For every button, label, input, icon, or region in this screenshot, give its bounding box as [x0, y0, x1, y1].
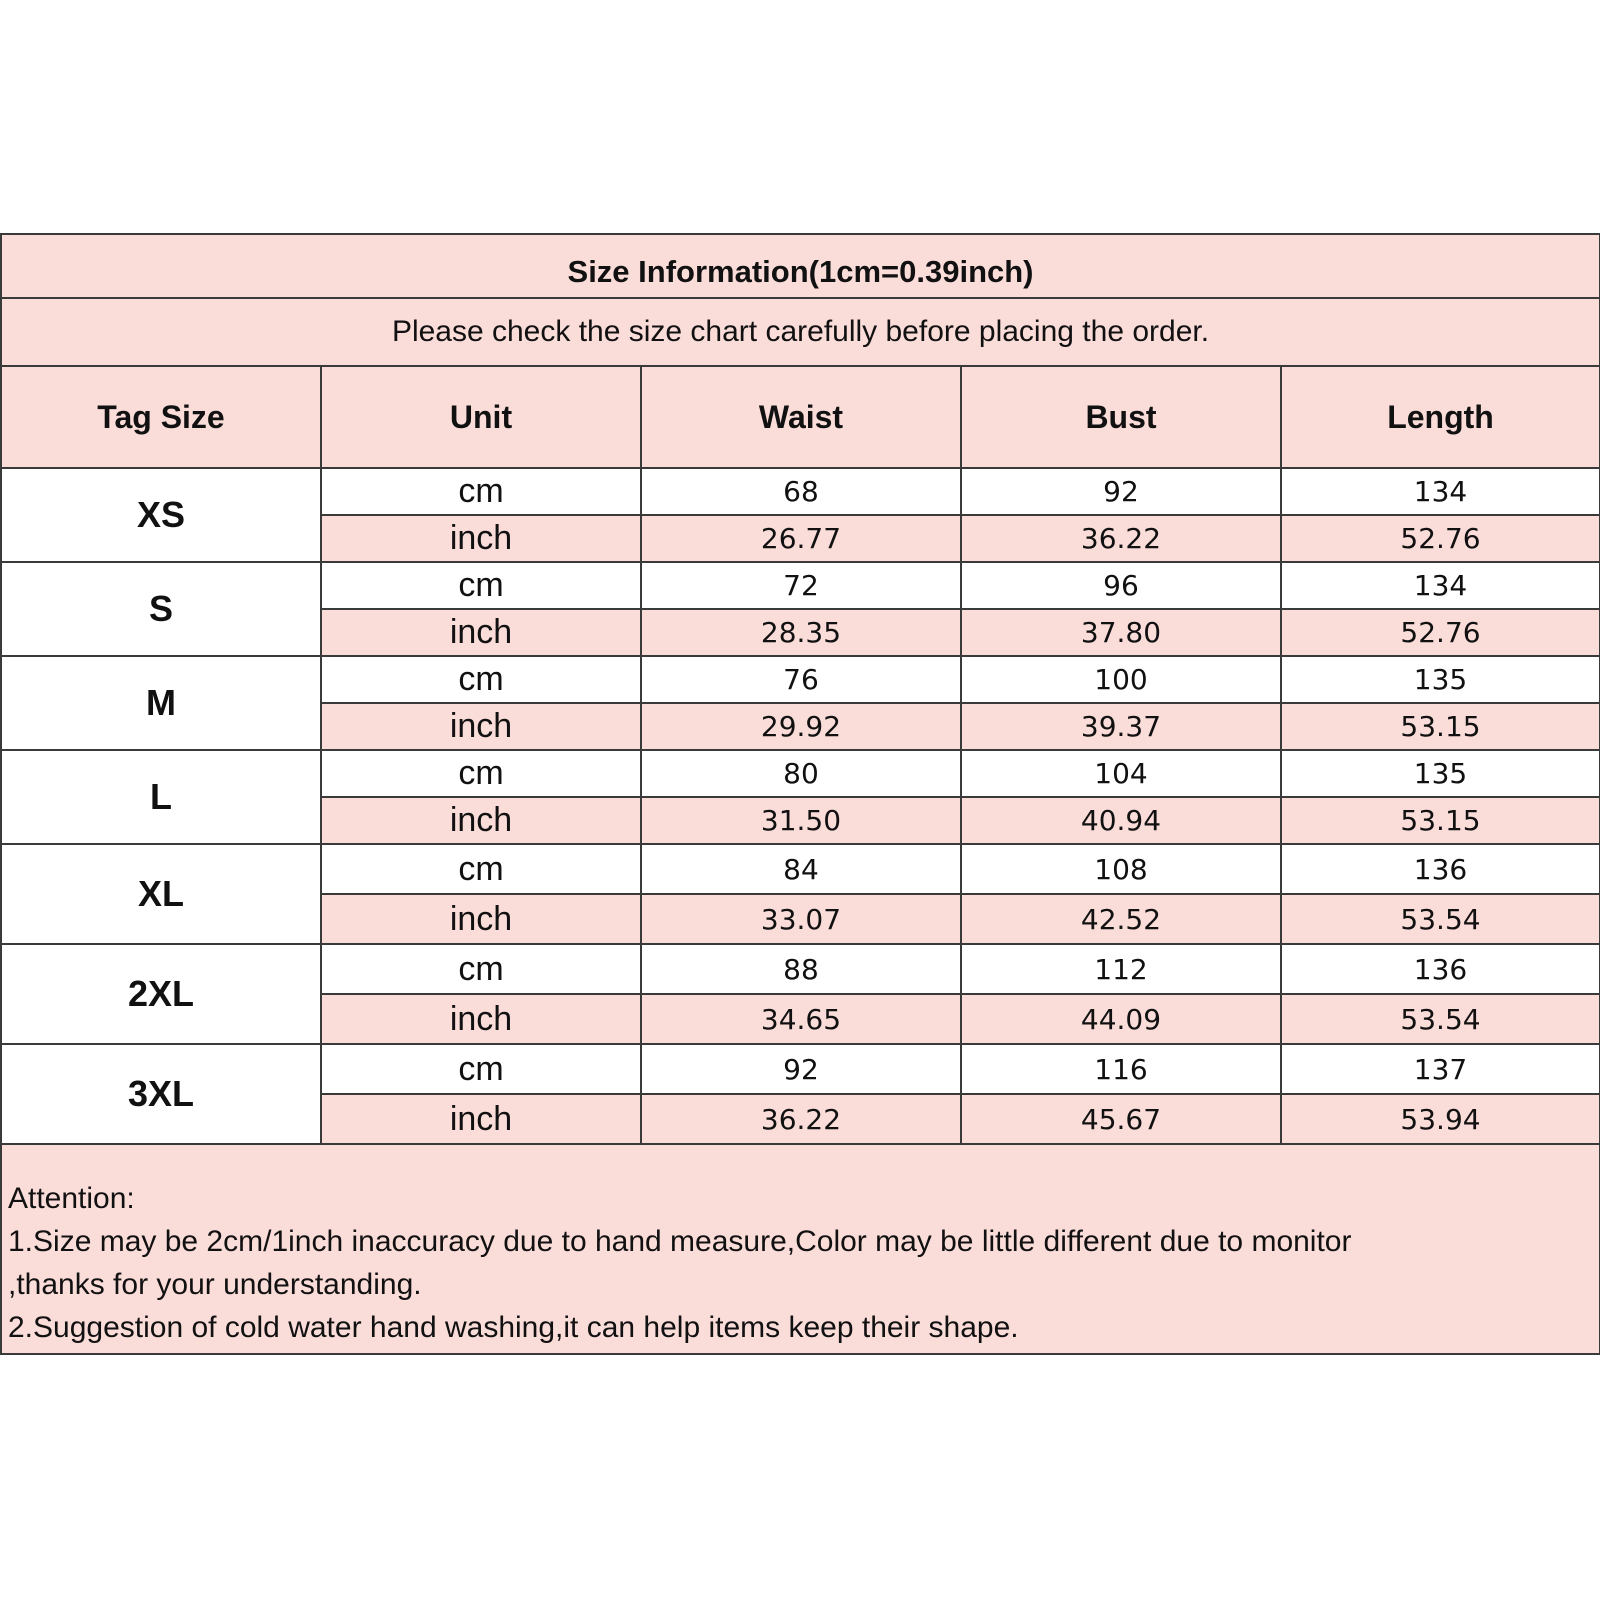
bust-value: 116 [961, 1044, 1281, 1094]
waist-value: 28.35 [641, 609, 961, 656]
waist-value: 92 [641, 1044, 961, 1094]
bust-value: 104 [961, 750, 1281, 797]
unit-cell: cm [321, 1044, 641, 1094]
length-value: 53.94 [1281, 1094, 1600, 1144]
length-value: 136 [1281, 844, 1600, 894]
note-line-1: 1.Size may be 2cm/1inch inaccuracy due to hand measure,Color may be little different due to monitor [8, 1225, 1352, 1258]
bust-value: 44.09 [961, 994, 1281, 1044]
tag-size-cell: 3XL [1, 1044, 321, 1144]
bust-value: 112 [961, 944, 1281, 994]
chart-title: Size Information(1cm=0.39inch) [1, 234, 1600, 298]
table-row [1, 562, 1600, 609]
bust-value: 45.67 [961, 1094, 1281, 1144]
waist-value: 33.07 [641, 894, 961, 944]
unit-cell: cm [321, 468, 641, 515]
waist-value: 76 [641, 656, 961, 703]
waist-value: 72 [641, 562, 961, 609]
unit-cell: inch [321, 797, 641, 844]
bust-value: 39.37 [961, 703, 1281, 750]
length-value: 136 [1281, 944, 1600, 994]
length-value: 134 [1281, 468, 1600, 515]
length-value: 53.54 [1281, 994, 1600, 1044]
note-line-3: 2.Suggestion of cold water hand washing,it can help items keep their shape. [8, 1311, 1019, 1344]
bust-value: 37.80 [961, 609, 1281, 656]
chart-subtitle: Please check the size chart carefully before placing the order. [1, 298, 1600, 366]
bust-value: 96 [961, 562, 1281, 609]
length-value: 53.15 [1281, 703, 1600, 750]
bust-value: 40.94 [961, 797, 1281, 844]
unit-cell: cm [321, 750, 641, 797]
header-bust: Bust [961, 366, 1281, 468]
tag-size-cell: XS [1, 468, 321, 562]
length-value: 137 [1281, 1044, 1600, 1094]
waist-value: 80 [641, 750, 961, 797]
size-table [0, 233, 1600, 1355]
length-value: 53.15 [1281, 797, 1600, 844]
unit-cell: inch [321, 609, 641, 656]
table-row [1, 944, 1600, 994]
tag-size-cell: XL [1, 844, 321, 944]
waist-value: 29.92 [641, 703, 961, 750]
length-value: 134 [1281, 562, 1600, 609]
size-chart [0, 233, 1599, 1355]
notes-heading: Attention: [8, 1182, 135, 1215]
waist-value: 36.22 [641, 1094, 961, 1144]
waist-value: 84 [641, 844, 961, 894]
waist-value: 88 [641, 944, 961, 994]
unit-cell: inch [321, 894, 641, 944]
header-unit: Unit [321, 366, 641, 468]
bust-value: 42.52 [961, 894, 1281, 944]
bust-value: 100 [961, 656, 1281, 703]
tag-size-cell: 2XL [1, 944, 321, 1044]
length-value: 53.54 [1281, 894, 1600, 944]
note-line-2: ,thanks for your understanding. [8, 1268, 422, 1301]
unit-cell: inch [321, 703, 641, 750]
table-row [1, 1044, 1600, 1094]
unit-cell: cm [321, 656, 641, 703]
table-row [1, 844, 1600, 894]
tag-size-cell: M [1, 656, 321, 750]
unit-cell: cm [321, 844, 641, 894]
tag-size-cell: S [1, 562, 321, 656]
length-value: 52.76 [1281, 515, 1600, 562]
attention-notes [1, 1144, 1600, 1354]
length-value: 52.76 [1281, 609, 1600, 656]
bust-value: 108 [961, 844, 1281, 894]
unit-cell: inch [321, 994, 641, 1044]
unit-cell: inch [321, 515, 641, 562]
header-row [1, 366, 1600, 468]
table-row [1, 750, 1600, 797]
unit-cell: cm [321, 562, 641, 609]
table-row [1, 656, 1600, 703]
unit-cell: inch [321, 1094, 641, 1144]
waist-value: 68 [641, 468, 961, 515]
bust-value: 92 [961, 468, 1281, 515]
header-waist: Waist [641, 366, 961, 468]
header-tag-size: Tag Size [1, 366, 321, 468]
tag-size-cell: L [1, 750, 321, 844]
table-row [1, 468, 1600, 515]
header-length: Length [1281, 366, 1600, 468]
length-value: 135 [1281, 750, 1600, 797]
waist-value: 26.77 [641, 515, 961, 562]
unit-cell: cm [321, 944, 641, 994]
waist-value: 31.50 [641, 797, 961, 844]
bust-value: 36.22 [961, 515, 1281, 562]
waist-value: 34.65 [641, 994, 961, 1044]
length-value: 135 [1281, 656, 1600, 703]
